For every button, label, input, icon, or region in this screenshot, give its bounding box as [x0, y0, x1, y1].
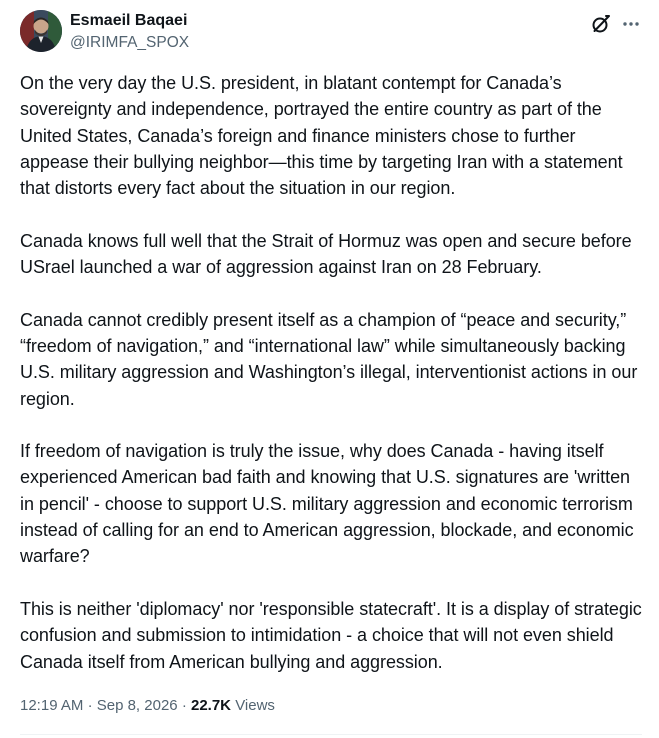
meta-separator: · — [87, 697, 93, 714]
views-label: Views — [235, 697, 275, 714]
tweet-date[interactable]: Sep 8, 2026 — [96, 697, 178, 714]
views-count[interactable]: 22.7K — [190, 697, 232, 714]
header-actions — [590, 12, 642, 36]
meta-separator: · — [181, 697, 187, 714]
tweet-meta — [20, 696, 275, 716]
tweet-paragraph: If freedom of navigation is truly the issue, why does Canada - having itself experienced American bad faith and knowing that U.S. signatures are 'written in pencil' - choose to support U.S. military aggression and economic terrorism instead of calling for an end to American aggression, blockade, and economic warfare? — [20, 441, 634, 567]
tweet-paragraph: On the very day the U.S. president, in blatant contempt for Canada’s sovereignty and independence, portrayed the entire country as part of the United States, Canada’s foreign and finance ministers chose to further appease their bullying neighbor—this time by targeting Iran with a statement that distorts every fact about the situation in our region. — [20, 73, 623, 199]
tweet-body — [20, 70, 645, 675]
grok-icon[interactable] — [590, 13, 612, 35]
author-handle[interactable]: @IRIMFA_SPOX — [70, 34, 190, 51]
tweet-paragraph: Canada cannot credibly present itself as a champion of “peace and security,” “freedom of navigation,” and “international law” while simultaneously backing U.S. military aggression and Washington’s illegal, interventionist actions in our region. — [20, 309, 638, 409]
avatar[interactable] — [20, 10, 62, 52]
tweet-paragraph: Canada knows full well that the Strait of Hormuz was open and secure before USrael launched a war of aggression against Iran on 28 February. — [20, 230, 632, 278]
tweet-time[interactable]: 12:19 AM — [20, 697, 84, 714]
tweet-header — [20, 10, 642, 56]
tweet-paragraph: This is neither 'diplomacy' nor 'responsible statecraft'. It is a display of strategic confusion and submission to intimidation - a choice that will not even shield Canada itself from American bullying and aggression. — [20, 598, 642, 672]
author-display-name[interactable]: Esmaeil Baqaei — [70, 12, 188, 29]
user-avatar-icon — [20, 10, 62, 52]
more-dots-icon[interactable] — [620, 13, 642, 35]
divider — [20, 734, 642, 735]
author-info — [70, 11, 189, 53]
